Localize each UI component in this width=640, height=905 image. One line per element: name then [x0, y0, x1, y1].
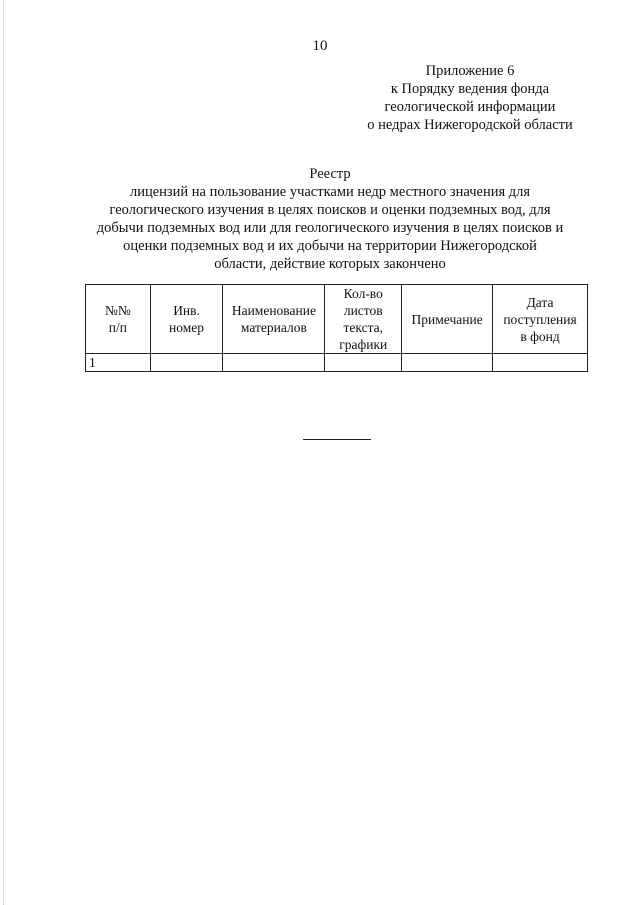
header-inventory-number: Инв. номер — [150, 285, 223, 354]
title-line: геологического изучения в целях поисков и оценки подземных вод, для — [109, 202, 551, 218]
table-cell — [223, 354, 325, 372]
header-number: №№ п/п — [86, 285, 151, 354]
title-line: области, действие которых закончено — [214, 256, 446, 272]
appendix-line: о недрах Нижегородской области — [367, 117, 573, 133]
scan-edge — [3, 0, 4, 905]
end-separator-line — [303, 439, 371, 440]
title-line: добычи подземных вод или для геологического изучения в целях поисков и — [96, 220, 564, 236]
table-cell — [325, 354, 402, 372]
header-sheet-count: Кол-во листов текста, графики — [325, 285, 402, 354]
table-header-row — [86, 285, 588, 354]
title-line: оценки подземных вод и их добычи на территории Нижегородской — [123, 238, 537, 254]
table-row — [86, 354, 588, 372]
registry-table — [85, 284, 588, 372]
header-receipt-date: Дата поступления в фонд — [493, 285, 588, 354]
table-cell: 1 — [86, 354, 151, 372]
page-number: 10 — [312, 38, 328, 54]
appendix-line: геологической информации — [384, 99, 556, 115]
appendix-line: к Порядку ведения фонда — [390, 81, 550, 97]
document-title — [80, 165, 580, 273]
title-heading: Реестр — [309, 166, 351, 182]
appendix-line: Приложение 6 — [425, 63, 515, 79]
table-cell — [402, 354, 493, 372]
header-materials-name: Наименование материалов — [223, 285, 325, 354]
appendix-block — [350, 62, 590, 134]
title-line: лицензий на пользование участками недр местного значения для — [129, 184, 531, 200]
header-note: Примечание — [402, 285, 493, 354]
table-cell — [150, 354, 223, 372]
table-cell — [493, 354, 588, 372]
